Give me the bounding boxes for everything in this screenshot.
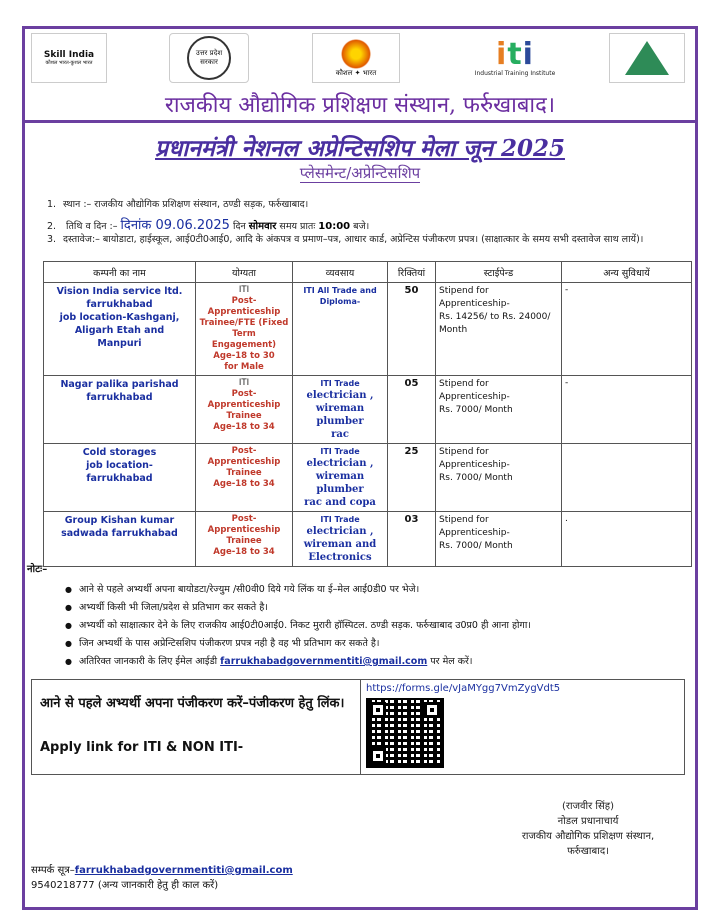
kaushal-logo-text: कौशल ✦ भारत: [335, 68, 377, 77]
stipend-line: Stipend for Apprenticeship-: [439, 379, 510, 402]
trade-line: rac: [331, 429, 349, 440]
table-row: [44, 376, 692, 444]
note-item: ● अभ्यर्थी किसी भी जिला/प्रदेश से प्रतिभाग कर सकते है।: [65, 599, 685, 617]
contact-label: सम्पर्क सूत्र–: [31, 865, 75, 876]
eligibility-cell: [196, 376, 293, 444]
trade-heading: ITI All Trade and: [303, 286, 377, 295]
event-title: प्रधानमंत्री नेशनल अप्रेन्टिसशिप मेला जून 2025: [155, 135, 565, 162]
signatory-org: राजकीय औद्योगिक प्रशिक्षण संस्थान,: [521, 831, 655, 842]
vacancy-table: [43, 261, 692, 567]
logo-row: [25, 33, 695, 85]
signatory-name: (राजवीर सिंह): [562, 801, 614, 812]
table-row: [44, 512, 692, 567]
trade-line: Electronics: [308, 552, 372, 563]
info-number: 3.: [47, 234, 57, 245]
skill-india-tagline: कौशल भारत-कुशल भारत: [45, 60, 93, 66]
company-line: Cold storages: [82, 447, 157, 458]
company-cell: [44, 376, 196, 444]
table-row: [44, 444, 692, 512]
trade-line: wireman: [315, 471, 365, 482]
stipend-line: Rs. 7000/ Month: [439, 473, 513, 483]
note-item: ● जिन अभ्यर्थी के पास अप्रेन्टिसशिप पंजीकरण प्रपत्र नही है वह भी प्रतिभाग कर सकते है।: [65, 635, 685, 653]
trade-heading: Diploma-: [319, 297, 361, 306]
stipend-line: Rs. 7000/ Month: [439, 541, 513, 551]
kaushal-bharat-logo: [312, 33, 400, 83]
note-item: ● आने से पहले अभ्यर्थी अपना बायोडटा/रेज्युम /सी0वी0 दिये गये लिंक या ई–मेल आई0डी0 पर भेजे।: [65, 581, 685, 599]
header-company: कम्पनी का नाम: [44, 262, 196, 283]
up-government-seal-logo: [169, 33, 249, 83]
contact-phone-line: [31, 878, 293, 893]
company-cell: [44, 444, 196, 512]
signature-block: [483, 799, 693, 859]
other-facilities-cell: [562, 444, 692, 512]
vacancies-cell: 25: [388, 444, 436, 512]
trade-heading: ITI Trade: [320, 515, 360, 524]
apply-english-text: Apply link for ITI & NON ITI-: [40, 740, 244, 755]
info-documents: [47, 233, 687, 246]
institute-title: राजकीय औद्योगिक प्रशिक्षण संस्थान, फर्रुखाबाद।: [164, 93, 556, 118]
eligibility-cell: [196, 512, 293, 567]
trade-heading: ITI Trade: [320, 447, 360, 456]
company-line: farrukhabad: [86, 299, 153, 310]
eligibility-line: Trainee: [226, 536, 262, 546]
company-line: Group Kishan kumar: [64, 515, 175, 526]
iti-logo: [461, 33, 569, 83]
table-row: [44, 283, 692, 376]
trade-line: plumber: [316, 416, 364, 427]
eligibility-line: Post-Apprenticeship: [207, 514, 281, 535]
trade-cell: [293, 283, 388, 376]
eligibility-line: Post-Apprenticeship: [207, 296, 281, 317]
header-other-facilities: अन्य सुविधायें: [562, 262, 692, 283]
eligibility-line: Age-18 to 34: [213, 422, 275, 432]
stipend-cell: [436, 444, 562, 512]
vacancies-cell: 50: [388, 283, 436, 376]
company-line: Manpuri: [97, 338, 142, 349]
info-date-time: [47, 215, 687, 233]
eligibility-cell: [196, 444, 293, 512]
info-documents-text: दस्तावेज:– बायोडाटा, हाईस्कूल, आई0टी0आई0, आदि के अंकपत्र व प्रमाण–पत्र, आधार कार्ड, अप्रेन्टिस पंजीकरण प्रपत्र। (साक्षात्कार के समय सभी दस्तावेज साथ लायें)।: [63, 234, 644, 245]
company-line: sadwada farrukhabad: [61, 528, 178, 539]
vacancies-cell: 05: [388, 376, 436, 444]
trade-line: plumber: [316, 484, 364, 495]
iti-logo-subtitle: Industrial Training Institute: [474, 69, 556, 77]
other-facilities-cell: .: [562, 512, 692, 567]
contact-email-line: [31, 863, 293, 878]
eligibility-line: Post-Apprenticeship: [207, 446, 281, 467]
header-eligibility: योग्यता: [196, 262, 293, 283]
info-venue: [47, 197, 687, 210]
header-vacancies: रिक्तियां: [388, 262, 436, 283]
info-date-prefix: तिथि व दिन :–: [66, 221, 118, 232]
apply-box: [31, 679, 685, 775]
vacancies-cell: 03: [388, 512, 436, 567]
trade-cell: [293, 376, 388, 444]
notes-label: नोटः–: [27, 564, 48, 575]
apply-hindi-text: आने से पहले अभ्यर्थी अपना पंजीकरण करें–पंजीकरण हेतु लिंक।: [40, 696, 345, 711]
stipend-line: Stipend for Apprenticeship-: [439, 515, 510, 538]
stipend-cell: [436, 376, 562, 444]
qr-code-icon[interactable]: [366, 698, 444, 768]
eligibility-line: Trainee: [226, 411, 262, 421]
stipend-line: Stipend for Apprenticeship-: [439, 447, 510, 470]
note-item: ● अभ्यर्थी को साक्षात्कार देने के लिए राजकीय आई0टी0आई0. निकट मुरारी हॉस्पिटल. ठण्डी सड़क. फर्रुखाबाद उ0प्र0 ही आना होगा।: [65, 617, 685, 635]
trade-line: wireman: [315, 403, 365, 414]
eligibility-line: Post-Apprenticeship: [207, 389, 281, 410]
notes-list: [65, 581, 685, 671]
stipend-line: Stipend for Apprenticeship-: [439, 286, 510, 309]
info-number: 1.: [47, 199, 57, 210]
eligibility-line: Age-18 to 34: [213, 547, 275, 557]
info-day-label: दिन: [232, 221, 246, 232]
eligibility-line: Term Engagement): [211, 329, 277, 350]
company-cell: [44, 512, 196, 567]
other-facilities-cell: -: [562, 283, 692, 376]
eligibility-line: Age-18 to 34: [213, 479, 275, 489]
apply-instructions: [32, 680, 361, 774]
company-line: job location-: [86, 460, 153, 471]
event-time: 10:00: [318, 221, 351, 232]
company-line: Aligarh Etah and: [74, 325, 165, 336]
eligibility-line: for Male: [224, 362, 264, 372]
stipend-cell: [436, 283, 562, 376]
info-time-label: समय प्रातः: [279, 221, 316, 232]
trade-line: electrician ,: [306, 526, 374, 537]
naps-logo: [609, 33, 685, 83]
event-subtitle-text: प्लेसमेन्ट/अप्रेन्टिसशिप: [299, 164, 421, 182]
note-email-suffix: पर मेल करें।: [430, 656, 473, 667]
company-line: Nagar palika parishad: [60, 379, 179, 390]
eligibility-line: Trainee/FTE (Fixed: [199, 318, 289, 328]
skill-india-logo: [31, 33, 107, 83]
other-facilities-cell: -: [562, 376, 692, 444]
table-header-row: [44, 262, 692, 283]
signatory-city: फर्रुखाबाद।: [567, 846, 609, 857]
notes-email-link[interactable]: farrukhabadgovernmentiti@gmail.com: [220, 656, 428, 667]
kaushal-burst-icon: [336, 39, 376, 69]
eligibility-iti: ITI: [238, 378, 250, 388]
eligibility-iti: ITI: [238, 285, 250, 295]
qr-finder-icon: [370, 748, 386, 764]
trade-line: wireman and: [303, 539, 377, 550]
event-date: दिनांक 09.06.2025: [120, 218, 230, 233]
eligibility-line: Age-18 to 30: [213, 351, 275, 361]
qr-finder-icon: [424, 702, 440, 718]
trade-cell: [293, 512, 388, 567]
stipend-line: Rs. 14256/ to Rs. 24000/: [439, 312, 551, 322]
trade-line: electrician ,: [306, 390, 374, 401]
contact-phone[interactable]: 9540218777: [31, 880, 95, 891]
trade-heading: ITI Trade: [320, 379, 360, 388]
event-subtitle: [25, 163, 695, 183]
event-day: सोमवार: [248, 221, 277, 232]
header-trade: व्यवसाय: [293, 262, 388, 283]
note-email-prefix: अतिरिक्त जानकारी के लिए ईमेल आईडी: [79, 656, 218, 667]
header: [22, 26, 698, 120]
company-line: job location-Kashganj,: [59, 312, 180, 323]
trade-cell: [293, 444, 388, 512]
info-venue-text: स्थान :– राजकीय औद्योगिक प्रशिक्षण संस्थान, ठण्डी सड़क, फर्रुखाबाद।: [63, 199, 309, 210]
contact-phone-note: (अन्य जानकारी हेतु ही काल करें): [97, 880, 219, 891]
header-stipend: स्टाईपेन्ड: [436, 262, 562, 283]
signatory-designation: नोडल प्रधानाचार्य: [557, 816, 619, 827]
stipend-cell: [436, 512, 562, 567]
contact-email-link[interactable]: farrukhabadgovernmentiti@gmail.com: [74, 865, 293, 876]
info-number: 2.: [47, 221, 57, 232]
company-line: farrukhabad: [86, 473, 153, 484]
trade-line: rac and copa: [304, 497, 376, 508]
iti-wordmark: iti: [496, 36, 534, 72]
registration-form-link[interactable]: https://forms.gle/vJaMYgg7VmZygVdt5: [366, 683, 561, 694]
trade-line: electrician ,: [306, 458, 374, 469]
note-item-email: [65, 653, 685, 671]
naps-triangle-icon: [625, 41, 669, 75]
stipend-line: Rs. 7000/ Month: [439, 405, 513, 415]
company-line: farrukhabad: [86, 392, 153, 403]
contact-block: [31, 863, 293, 893]
eligibility-line: Trainee: [226, 468, 262, 478]
info-time-suffix: बजे।: [353, 221, 370, 232]
company-line: Vision India service ltd.: [56, 286, 183, 297]
skill-india-logo-text: Skill India: [43, 50, 95, 60]
company-cell: [44, 283, 196, 376]
stipend-line: Month: [439, 325, 468, 335]
eligibility-cell: [196, 283, 293, 376]
content-frame: [22, 120, 698, 910]
qr-finder-icon: [370, 702, 386, 718]
up-seal-emblem: उत्तर प्रदेश सरकार: [187, 36, 231, 80]
